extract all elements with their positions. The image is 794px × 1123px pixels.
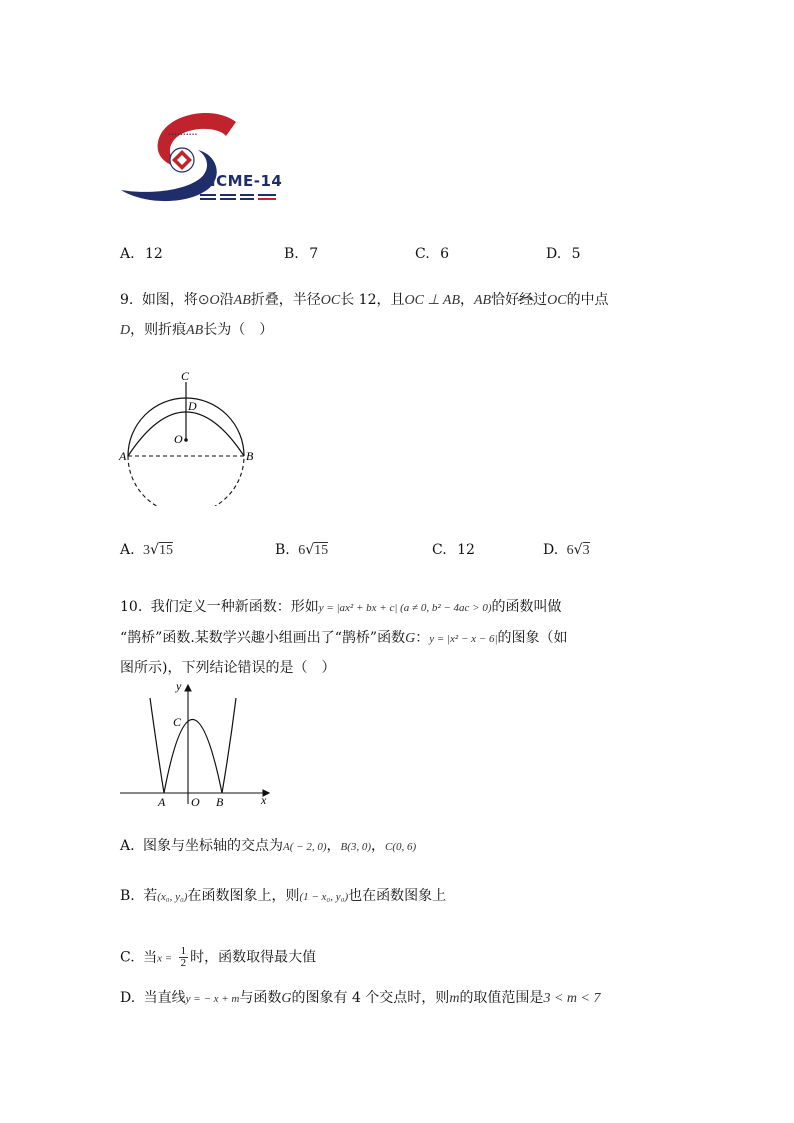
- q10-option-a[interactable]: A. 图象与坐标轴的交点为A( − 2, 0)，B(3, 0)，C(0, 6): [120, 838, 417, 854]
- q10-stem-line2: “鹊桥”函数.某数学兴趣小组画出了“鹊桥”函数G：y = |x² − x − 6|的图象（如: [120, 630, 568, 646]
- icme-logo: [118, 112, 288, 207]
- center-o-dot: [184, 438, 188, 442]
- formula-general: y = |ax² + bx + c| (a ≠ 0, b² − 4ac > 0): [318, 602, 492, 614]
- arc-ab: AB: [474, 293, 492, 308]
- circle-lower-arc: [128, 456, 244, 506]
- curve-right-branch: [222, 698, 236, 793]
- q8-option-a[interactable]: A. 12: [120, 246, 163, 262]
- q9-option-d[interactable]: D. 6√3: [543, 542, 590, 558]
- q10-stem-line3: 图所示)，下列结论错误的是（ ）: [120, 660, 336, 676]
- label-o: O: [191, 795, 200, 808]
- label-y: y: [176, 679, 182, 693]
- label-c: C: [181, 369, 190, 383]
- q10-option-c[interactable]: C. 当x = $\frac{1}{2}$ 时，函数取得最大值: [120, 945, 317, 969]
- q10-option-d[interactable]: D. 当直线y = − x + m与函数G的图象有 4 个交点时，则m的取值范围是3 < m < 7: [120, 990, 601, 1006]
- label-b: B: [246, 449, 254, 463]
- label-a: A: [158, 795, 166, 808]
- q8-option-b[interactable]: B. 7: [284, 246, 319, 262]
- fraction-one-half: $\frac{1}{2}$: [180, 945, 187, 969]
- q9-option-a[interactable]: A. 3√15: [120, 542, 173, 558]
- sqrt-icon: √: [150, 542, 159, 558]
- q9-stem-line2: D，则折痕AB长为（ ）: [120, 322, 274, 338]
- curve-left-branch: [150, 698, 164, 793]
- sqrt-icon: √: [573, 542, 583, 558]
- q10-figure: [118, 676, 278, 808]
- svg-text:••••••••••: ••••••••••: [168, 132, 198, 138]
- q9-figure: [118, 368, 268, 506]
- label-d: D: [188, 399, 197, 413]
- curve-middle-hump: [164, 720, 222, 794]
- icme-logo-graphic: [118, 112, 288, 207]
- circle-o-symbol: ⊙: [197, 293, 210, 308]
- q8-option-c[interactable]: C. 6: [415, 246, 450, 262]
- q9-option-b[interactable]: B. 6√15: [275, 542, 329, 558]
- sqrt-icon: √: [305, 542, 315, 558]
- label-c: C: [173, 715, 182, 729]
- q10-stem-line1: 10. 我们定义一种新函数：形如y = |ax² + bx + c| (a ≠ 0, b² − 4ac > 0)的函数叫做: [120, 599, 562, 615]
- label-o: O: [174, 432, 183, 446]
- label-a: A: [119, 449, 127, 463]
- q10-option-b[interactable]: B. 若(x₀, y₀)在函数图象上，则(1 − x₀, y₀)也在函数图象上: [120, 888, 447, 904]
- formula-g: y = |x² − x − 6|: [429, 633, 498, 645]
- q9-option-c[interactable]: C. 12: [432, 542, 475, 558]
- arc-ab-mark: [517, 287, 535, 293]
- label-b: B: [216, 795, 224, 808]
- label-x: x: [261, 793, 267, 807]
- q8-option-d[interactable]: D. 5: [546, 246, 581, 262]
- logo-text: ICME-14: [210, 172, 283, 190]
- q9-stem-line1: 9. 如图，将⊙O沿AB折叠，半径OC长 12，且OC ⊥ AB，AB恰好经过OC的中点: [120, 290, 609, 311]
